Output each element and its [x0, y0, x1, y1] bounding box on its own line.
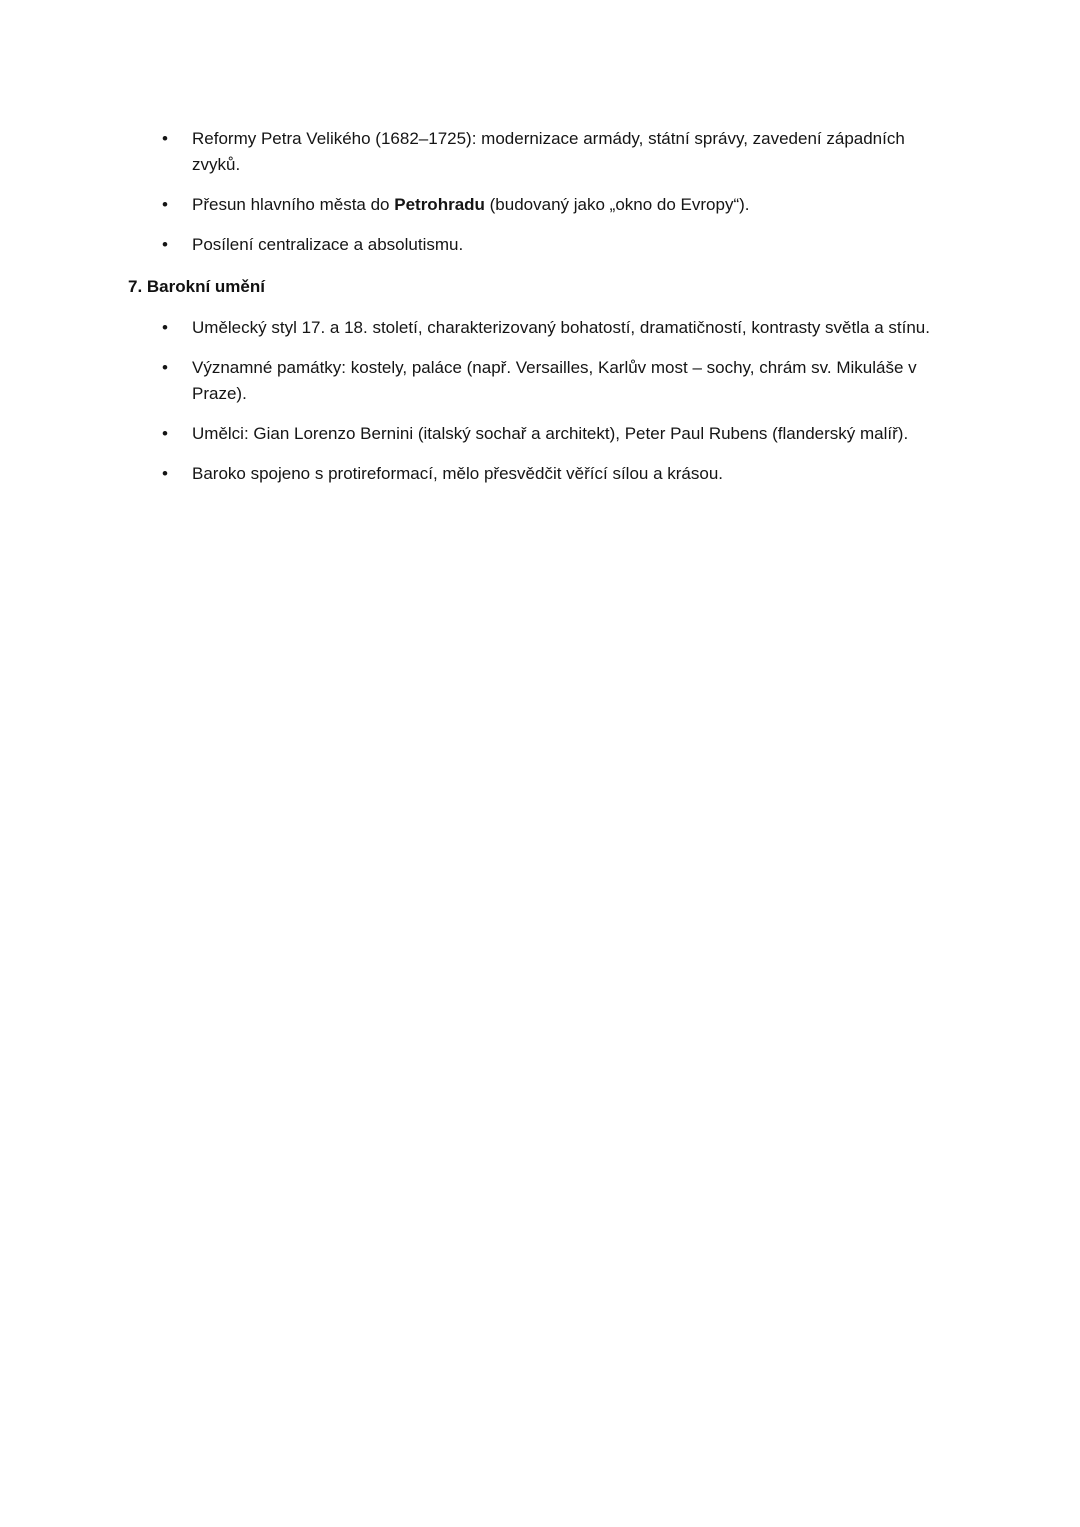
list-item-centralization: [128, 232, 952, 258]
list-item-text: Umělci: Gian Lorenzo Bernini (italský sochař a architekt), Peter Paul Rubens (flanderský malíř).: [192, 424, 909, 443]
bullet-list-baroque: [128, 315, 952, 487]
list-item-baroque-monuments: [128, 355, 952, 407]
list-item-text: Reformy Petra Velikého (1682–1725): modernizace armády, státní správy, zavedení západních zvyků.: [192, 129, 905, 174]
list-item-baroque-artists: [128, 421, 952, 447]
list-item-bold-text: Petrohradu: [394, 195, 485, 214]
list-item-text: Baroko spojeno s protireformací, mělo přesvědčit věřící sílou a krásou.: [192, 464, 724, 483]
section-heading: 7. Barokní umění: [128, 277, 265, 296]
list-item-text: Posílení centralizace a absolutismu.: [192, 235, 464, 254]
bullet-list-top: [128, 126, 952, 258]
list-item-baroque-counterreformation: [128, 461, 952, 487]
list-item-text: Umělecký styl 17. a 18. století, charakterizovaný bohatostí, dramatičností, kontrasty světla a stínu.: [192, 318, 930, 337]
list-item-text: (budovaný jako „okno do Evropy“).: [484, 195, 750, 214]
list-item-text: Významné památky: kostely, paláce (např. Versailles, Karlův most – sochy, chrám sv. Mikuláše v Praze).: [192, 358, 917, 403]
list-item-reforms: [128, 126, 952, 178]
list-item-baroque-style: [128, 315, 952, 341]
list-item-capital-move: [128, 192, 952, 218]
list-item-text: Přesun hlavního města do: [192, 195, 395, 214]
